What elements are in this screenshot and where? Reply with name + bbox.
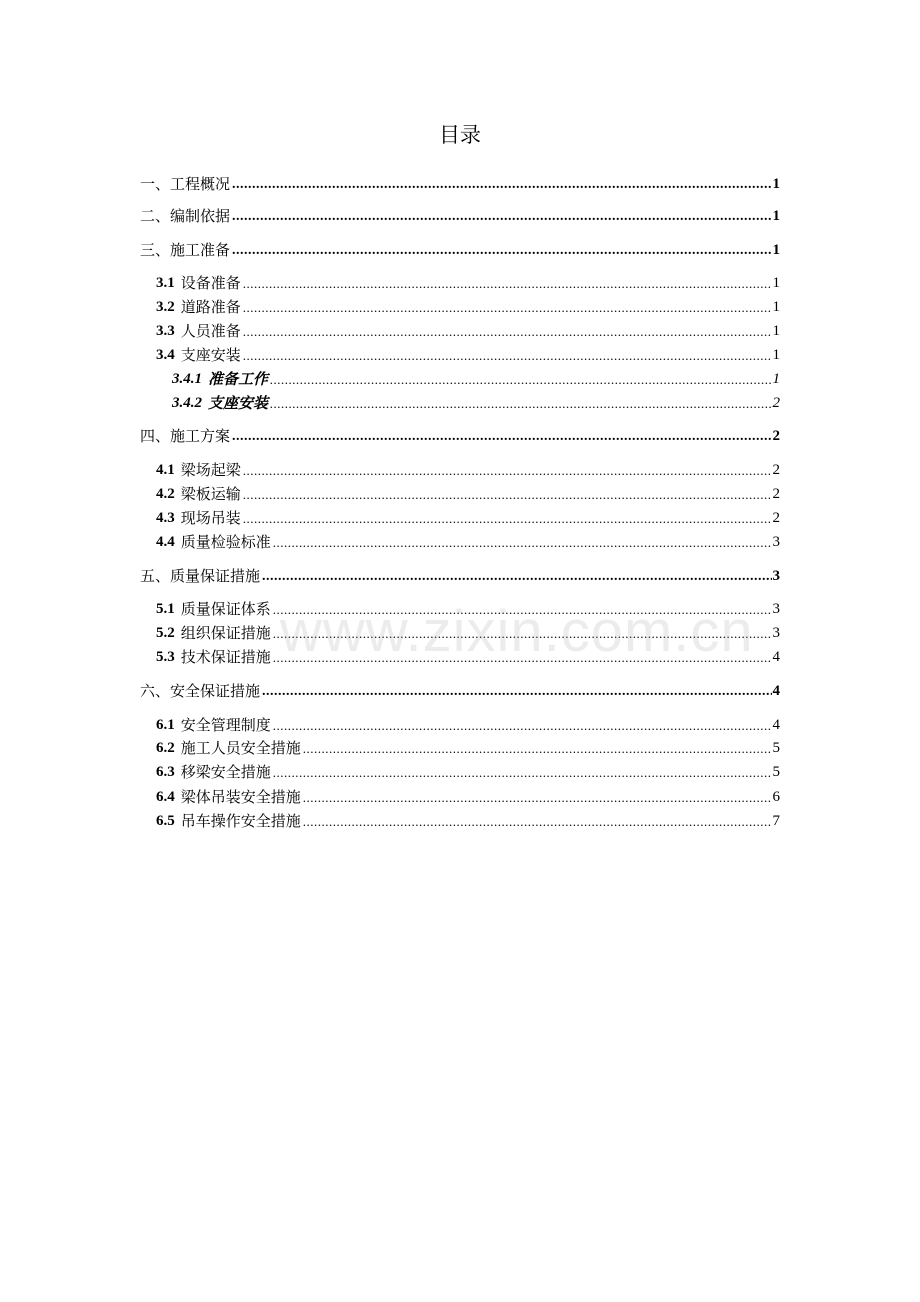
dot-leader	[303, 813, 772, 831]
toc-entry-number: 6.1	[156, 717, 175, 733]
toc-entry-page: 1	[772, 176, 780, 192]
toc-entry-page: 5	[772, 764, 780, 780]
dot-leader	[262, 683, 771, 701]
toc-entry-page: 1	[772, 242, 780, 258]
toc-entry-chapter-4[interactable]	[140, 424, 780, 446]
dot-leader	[243, 510, 772, 528]
toc-entry-page: 2	[772, 462, 780, 478]
toc-entry-page: 3	[772, 601, 780, 617]
dot-leader	[273, 625, 772, 643]
toc-entry-section-3-3[interactable]	[156, 319, 780, 341]
toc-entry-page: 5	[772, 740, 780, 756]
toc-entry-section-3-2[interactable]	[156, 295, 780, 317]
toc-entry-label: 梁板运输	[180, 485, 241, 503]
toc-entry-number: 3.3	[156, 323, 175, 339]
toc-entry-number: 4.3	[156, 510, 175, 526]
toc-entry-page: 4	[772, 717, 780, 733]
dot-leader	[273, 764, 772, 782]
dot-leader	[243, 299, 772, 317]
toc-entry-page: 6	[772, 789, 780, 805]
toc-entry-page: 1	[772, 208, 780, 224]
toc-entry-page: 1	[772, 323, 780, 339]
dot-leader	[270, 395, 771, 413]
toc-entry-page: 3	[772, 568, 780, 584]
dot-leader	[243, 275, 772, 293]
toc-entry-page: 1	[772, 371, 780, 387]
toc-entry-number: 5.1	[156, 601, 175, 617]
dot-leader	[232, 176, 771, 194]
toc-entry-label: 人员准备	[180, 322, 241, 340]
toc-entry-label: 梁场起梁	[180, 461, 241, 479]
toc-entry-page: 3	[772, 534, 780, 550]
toc-entry-chapter-6[interactable]	[140, 679, 780, 701]
toc-entry-page: 4	[772, 649, 780, 665]
toc-entry-section-5-3[interactable]	[156, 645, 780, 667]
dot-leader	[232, 208, 771, 226]
toc-entry-section-5-1[interactable]	[156, 597, 780, 619]
toc-entry-section-6-1[interactable]	[156, 713, 780, 735]
toc-entry-label: 现场吊装	[180, 509, 241, 527]
toc-entry-label: 二、编制依据	[140, 207, 231, 225]
toc-entry-section-6-4[interactable]	[156, 785, 780, 807]
toc-entry-number: 4.2	[156, 486, 175, 502]
toc-entry-label: 四、施工方案	[140, 427, 231, 445]
toc-entry-number: 3.4.1	[172, 371, 202, 387]
toc-entry-label: 支座安装	[208, 394, 269, 412]
toc-entry-number: 6.5	[156, 813, 175, 829]
toc-entry-section-6-5[interactable]	[156, 809, 780, 831]
dot-leader	[243, 347, 772, 365]
toc-entry-number: 6.4	[156, 789, 175, 805]
toc-entry-subsection-3-4-1[interactable]	[172, 367, 780, 389]
toc-entry-label: 三、施工准备	[140, 241, 231, 259]
toc-entry-label: 组织保证措施	[180, 624, 271, 642]
toc-entry-label: 质量检验标准	[180, 533, 271, 551]
dot-leader	[273, 717, 772, 735]
toc-entry-number: 3.4.2	[172, 395, 202, 411]
toc-entry-number: 3.1	[156, 275, 175, 291]
page-title: 目录	[439, 123, 481, 147]
toc-entry-chapter-1[interactable]	[140, 172, 780, 194]
dot-leader	[303, 740, 772, 758]
toc-entry-label: 安全管理制度	[180, 716, 271, 734]
toc-entry-label: 移梁安全措施	[180, 763, 271, 781]
toc-entry-section-6-2[interactable]	[156, 736, 780, 758]
dot-leader	[303, 789, 772, 807]
toc-entry-label: 施工人员安全措施	[180, 739, 301, 757]
toc-entry-page: 1	[772, 347, 780, 363]
toc-entry-section-4-2[interactable]	[156, 482, 780, 504]
toc-entry-section-3-4[interactable]	[156, 343, 780, 365]
dot-leader	[262, 568, 771, 586]
dot-leader	[273, 601, 772, 619]
toc-entry-label: 道路准备	[180, 298, 241, 316]
toc-entry-section-4-1[interactable]	[156, 458, 780, 480]
toc-entry-page: 4	[772, 683, 780, 699]
toc-entry-number: 5.2	[156, 625, 175, 641]
toc-entry-label: 技术保证措施	[180, 648, 271, 666]
toc-entry-chapter-2[interactable]	[140, 204, 780, 226]
toc-entry-number: 6.3	[156, 764, 175, 780]
toc-entry-number: 4.1	[156, 462, 175, 478]
toc-entry-label: 五、质量保证措施	[140, 567, 261, 585]
toc-entry-label: 吊车操作安全措施	[180, 812, 301, 830]
dot-leader	[243, 323, 772, 341]
dot-leader	[232, 428, 771, 446]
toc-entry-page: 2	[772, 428, 780, 444]
toc-entry-label: 六、安全保证措施	[140, 682, 261, 700]
toc-entry-label: 支座安装	[180, 346, 241, 364]
dot-leader	[243, 462, 772, 480]
toc-entry-label: 一、工程概况	[140, 175, 231, 193]
toc-entry-number: 6.2	[156, 740, 175, 756]
toc-entry-label: 梁体吊装安全措施	[180, 788, 301, 806]
toc-entry-page: 3	[772, 625, 780, 641]
toc-entry-section-3-1[interactable]	[156, 271, 780, 293]
toc-entry-label: 质量保证体系	[180, 600, 271, 618]
toc-entry-section-4-3[interactable]	[156, 506, 780, 528]
toc-entry-label: 准备工作	[208, 370, 269, 388]
toc-entry-chapter-3[interactable]	[140, 238, 780, 260]
toc-entry-section-5-2[interactable]	[156, 621, 780, 643]
toc-entry-page: 1	[772, 299, 780, 315]
toc-entry-page: 7	[772, 813, 780, 829]
dot-leader	[243, 486, 772, 504]
dot-leader	[232, 242, 771, 260]
toc-entry-subsection-3-4-2[interactable]	[172, 391, 780, 413]
toc-entry-number: 4.4	[156, 534, 175, 550]
dot-leader	[270, 371, 771, 389]
toc-entry-page: 2	[772, 510, 780, 526]
toc-entry-number: 3.2	[156, 299, 175, 315]
dot-leader	[273, 534, 772, 552]
toc-entry-page: 1	[772, 275, 780, 291]
dot-leader	[273, 649, 772, 667]
toc-entry-number: 3.4	[156, 347, 175, 363]
toc-entry-page: 2	[772, 395, 780, 411]
toc-entry-page: 2	[772, 486, 780, 502]
toc-entry-section-4-4[interactable]	[156, 530, 780, 552]
watermark: www.zixin.com.cn	[280, 599, 754, 664]
toc-entry-chapter-5[interactable]	[140, 564, 780, 586]
toc-entry-number: 5.3	[156, 649, 175, 665]
toc-entry-section-6-3[interactable]	[156, 760, 780, 782]
toc-entry-label: 设备准备	[180, 274, 241, 292]
